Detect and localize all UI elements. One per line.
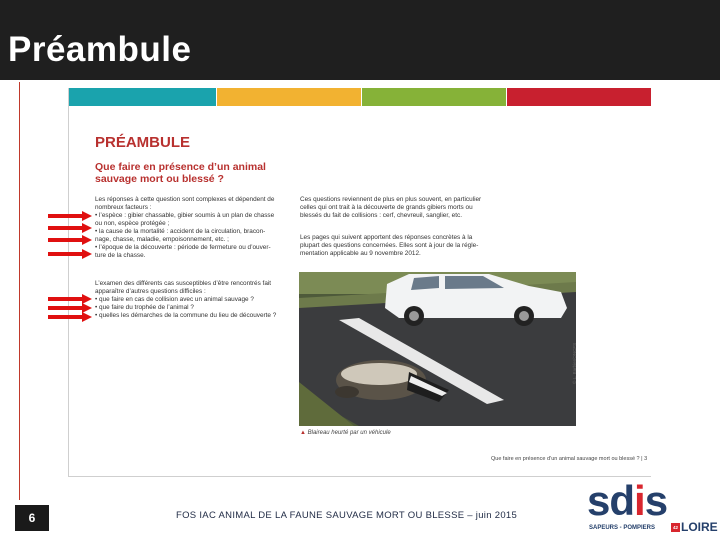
photo-caption: ▲ Blaireau heurté par un véhicule (300, 430, 391, 436)
text-line: Ces questions reviennent de plus en plus souvent, en particulier (300, 196, 482, 203)
logo-region: LOIRE (681, 520, 718, 534)
text-line: blessés du fait de collisions : cerf, chevreuil, sanglier, etc. (300, 212, 462, 219)
text-line: • que faire du trophée de l’animal ? (95, 304, 194, 311)
text-line: mentation applicable au 9 novembre 2012. (300, 250, 421, 257)
color-band-red (507, 88, 651, 106)
logo-badge: 42 (672, 525, 678, 530)
logo-wordmark: sdis (587, 477, 668, 524)
photo-caption-text: Blaireau heurté par un véhicule (307, 430, 391, 436)
right-column-paragraph-1 (300, 196, 496, 220)
document-heading: PRÉAMBULE (95, 134, 191, 151)
text-line: • l’époque de la découverte : période de fermeture ou d’ouver- (95, 244, 271, 251)
document-page (68, 88, 651, 477)
text-line: L’examen des différents cas susceptibles d’être rencontrés fait (95, 280, 272, 287)
slide-footer: FOS IAC ANIMAL DE LA FAUNE SAUVAGE MORT OU BLESSE – juin 2015 (176, 510, 518, 521)
page-number: 6 (15, 505, 49, 531)
text-line: Les réponses à cette question sont complexes et dépendent de (95, 196, 275, 203)
text-line: celles qui ont trait à la découverte de grands gibiers morts ou (300, 204, 473, 211)
color-band-green (362, 88, 506, 106)
text-line: nombreux facteurs : (95, 204, 152, 211)
color-band-orange (217, 88, 361, 106)
document-subheading: Que faire en présence d’un animal sauvage mort ou blessé ? (95, 161, 266, 185)
text-line: • l’espèce : gibier chassable, gibier soumis à un plan de chasse (95, 212, 275, 219)
color-band-teal (69, 88, 216, 106)
photo-credit: © L. Barbier/ONCFS (572, 342, 577, 384)
text-line: apparaître d’autres questions difficiles : (95, 288, 206, 295)
slide-title: Préambule (8, 30, 192, 69)
logo-tagline: SAPEURS - POMPIERS (589, 525, 656, 531)
document-footer: Que faire en présence d’un animal sauvage mort ou blessé ? | 3 (491, 456, 648, 462)
text-line: Les pages qui suivent apportent des réponses concrètes à la (300, 234, 473, 241)
left-column-paragraph-1 (95, 196, 291, 260)
badger-road-photo (299, 272, 576, 426)
right-column-paragraph-2 (300, 234, 496, 258)
text-line: nage, chasse, maladie, empoisonnement, etc. ; (95, 236, 229, 243)
red-arrow-icon (48, 213, 92, 219)
red-arrow-icon (48, 314, 92, 320)
red-arrow-icon (48, 296, 92, 302)
red-arrow-icon (48, 237, 92, 243)
text-line: plupart des questions concernées. Elles sont à jour de la régle- (300, 242, 479, 249)
text-line: ou non, espèce protégée ; (95, 220, 170, 227)
text-line: • la cause de la mortalité : accident de la circulation, bracon- (95, 228, 266, 235)
red-arrow-icon (48, 305, 92, 311)
red-arrow-icon (48, 225, 92, 231)
text-line: • que faire en cas de collision avec un animal sauvage ? (95, 296, 254, 303)
sdis-logo (585, 477, 718, 538)
left-column-paragraph-2 (95, 280, 291, 320)
text-line: ture de la chasse. (95, 252, 146, 259)
text-line: • quelles les démarches de la commune du lieu de découverte ? (95, 312, 277, 319)
left-divider (19, 82, 20, 500)
red-arrow-icon (48, 251, 92, 257)
